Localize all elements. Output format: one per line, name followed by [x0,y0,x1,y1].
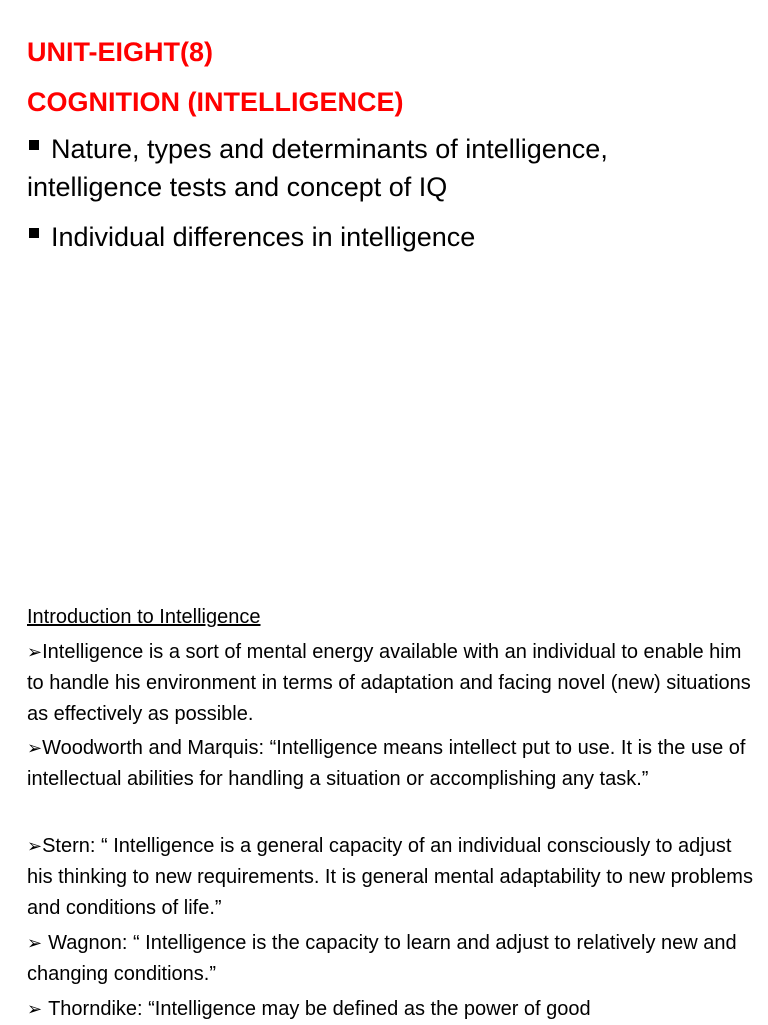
slide-introduction [0,600,768,1024]
paragraph-text: Stern: “ Intelligence is a general capacity of an individual consciously to adjust his thinking to new requirements. It is general mental adaptability to new problems and conditions of life.” [27,835,753,919]
slide-unit-eight [0,0,768,300]
definition-paragraph [27,994,762,1025]
square-bullet-icon [29,228,39,238]
definition-paragraph [27,733,762,795]
paragraph-text: Thorndike: “Intelligence may be defined as the power of good [48,998,591,1020]
unit-subtitle: COGNITION (INTELLIGENCE) [27,87,404,117]
arrow-bullet-icon: ➢ [27,836,43,857]
paragraph-text: Wagnon: “ Intelligence is the capacity to learn and adjust to relatively new and changing conditions.” [27,932,737,985]
definition-paragraph [27,831,762,924]
topic-bullet [27,130,747,206]
arrow-bullet-icon: ➢ [27,738,43,759]
topic-bullet [27,218,747,256]
arrow-bullet-icon: ➢ [27,999,43,1020]
unit-title: UNIT-EIGHT(8) [27,37,213,67]
definition-paragraph [27,928,762,990]
section-heading: Introduction to Intelligence [27,606,261,628]
paragraph-text: Woodworth and Marquis: “Intelligence means intellect put to use. It is the use of intellectual abilities for handling a situation or accomplishing any task.” [27,737,746,790]
definition-paragraph [27,637,762,730]
square-bullet-icon [29,140,39,150]
arrow-bullet-icon: ➢ [27,933,43,954]
topic-text: Nature, types and determinants of intelligence, intelligence tests and concept of IQ [27,134,608,202]
arrow-bullet-icon: ➢ [27,642,43,663]
paragraph-text: Intelligence is a sort of mental energy available with an individual to enable him to handle his environment in terms of adaptation and facing novel (new) situations as effectively as possible. [27,641,751,725]
topic-text: Individual differences in intelligence [51,222,476,252]
